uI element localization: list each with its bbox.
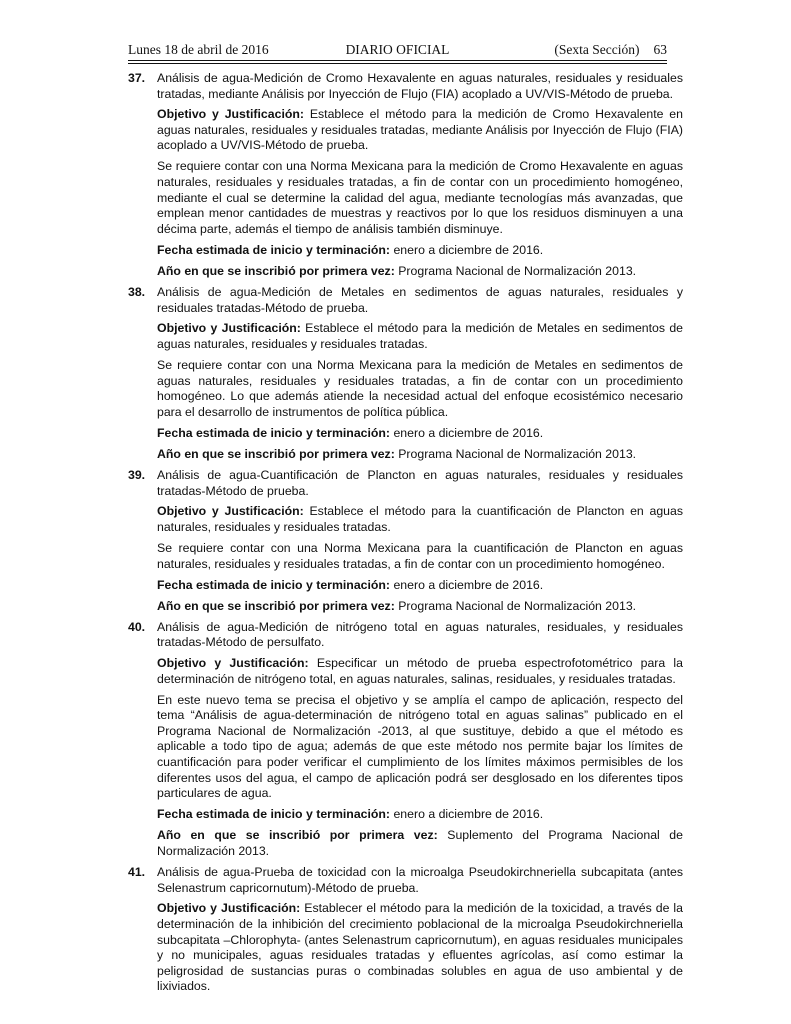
dates-label: Fecha estimada de inicio y terminación: <box>157 242 391 257</box>
objective-text: Establece el método para la medición de Metales en sedimentos de aguas naturales, residuales y residuales tratadas. <box>157 321 683 351</box>
dates-label: Fecha estimada de inicio y terminación: <box>157 577 391 592</box>
objective-label: Objetivo y Justificación: <box>157 656 309 670</box>
header-rule <box>128 63 667 64</box>
first-year-text: Suplemento del Programa Nacional de Normalización 2013. <box>157 828 683 859</box>
item-extra: Se requiere contar con una Norma Mexicana para la cuantificación de Plancton en aguas naturales, residuales y residuales tratadas, a fin de contar con un procedimiento homogéneo. <box>157 540 683 571</box>
objective-label: Objetivo y Justificación: <box>157 321 301 336</box>
first-year-label: Año en que se inscribió por primera vez: <box>157 264 395 279</box>
dates-text: enero a diciembre de 2016. <box>393 242 544 257</box>
first-year-label: Año en que se inscribió por primera vez: <box>157 446 395 461</box>
dates-label: Fecha estimada de inicio y terminación: <box>157 807 391 822</box>
item-38 <box>128 285 683 316</box>
item-dates <box>157 578 683 594</box>
objective-text: Especificar un método de prueba espectrofotométrico para la determinación de nitrógeno total, en aguas naturales, salinas, residuales, y residuales tratadas. <box>157 656 683 686</box>
objective-text: Establecer el método para la medición de la toxicidad, a través de la determinación de la inhibición del crecimiento poblacional de la microalga Pseudokirchneriella subcapitata –Chlorophyta- (antes Selenastrum capricornutum), en aguas residuales municipales y no municipales, aguas residuales tratadas y efluentes agrícolas, así como estimar la peligrosidad de sustancias puras o combinadas solubles en agua de uso ambiental y de lixiviados. <box>157 901 683 994</box>
item-first-year <box>157 828 683 859</box>
dates-label: Fecha estimada de inicio y terminación: <box>157 425 391 440</box>
item-39 <box>128 468 683 499</box>
objective-text: Establece el método para la medición de Cromo Hexavalente en aguas naturales, residuales y residuales tratadas, mediante Análisis por Inyección de Flujo (FIA) acoplado a UV/VIS-Método de prueba. <box>157 107 683 153</box>
item-extra: En este nuevo tema se precisa el objetivo y se amplía el campo de aplicación, respecto del tema “Análisis de agua-determinación de nitrógeno total en aguas salinas” publicado en el Programa Nacional de Normalización -2013, al que sustituye, debido a que el método es aplicable a todo tipo de agua; además de que este método nos permite bajar los límites de cuantificación para poder verificar el cumplimiento de los límites máximos permisibles de los diferentes usos del agua, el campo de aplicación podrá ser desglosado en los diferentes tipos particulares de agua. <box>157 692 683 801</box>
first-year-text: Programa Nacional de Normalización 2013. <box>398 264 637 279</box>
item-number: 40. <box>128 619 146 634</box>
objective-text: Establece el método para la cuantificación de Plancton en aguas naturales, residuales y residuales tratadas. <box>157 504 683 534</box>
page-header <box>128 40 667 61</box>
header-section: (Sexta Sección) <box>554 42 640 57</box>
item-title: Análisis de agua-Medición de Cromo Hexavalente en aguas naturales, residuales y residuales tratadas, mediante Análisis por Inyección de Flujo (FIA) acoplado a UV/VIS-Método de prueba. <box>157 71 683 101</box>
item-extra: Se requiere contar con una Norma Mexicana para la medición de Metales en sedimentos de aguas naturales, residuales y residuales tratadas, a fin de contar con un procedimiento homogéneo. Lo que además atiende la necesidad actual del enfoque ecosistémico necesario para el desarrollo de instrumentos de política pública. <box>157 358 683 419</box>
header-page-number: 63 <box>653 42 667 57</box>
item-objective <box>157 321 683 352</box>
item-40 <box>128 620 683 651</box>
item-first-year <box>157 599 683 615</box>
item-title: Análisis de agua-Prueba de toxicidad con la microalga Pseudokirchneriella subcapitata (antes Selenastrum capricornutum)-Método de prueba. <box>157 865 683 895</box>
dates-text: enero a diciembre de 2016. <box>393 807 544 822</box>
item-first-year <box>157 447 683 463</box>
item-number: 37. <box>128 71 146 85</box>
objective-label: Objetivo y Justificación: <box>157 504 304 519</box>
first-year-label: Año en que se inscribió por primera vez: <box>157 828 438 843</box>
first-year-label: Año en que se inscribió por primera vez: <box>157 598 395 613</box>
first-year-text: Programa Nacional de Normalización 2013. <box>398 598 637 613</box>
item-title: Análisis de agua-Medición de Metales en sedimentos de aguas naturales, residuales y residuales tratadas-Método de prueba. <box>157 285 683 315</box>
header-section-page <box>554 42 667 58</box>
item-dates <box>157 426 683 442</box>
item-objective <box>157 107 683 154</box>
item-title: Análisis de agua-Medición de nitrógeno total en aguas naturales, residuales, y residuales tratadas-Método de persulfato. <box>157 619 683 650</box>
item-number: 39. <box>128 468 146 483</box>
document-body <box>128 71 683 1000</box>
item-extra: Se requiere contar con una Norma Mexicana para la medición de Cromo Hexavalente en aguas naturales, residuales y residuales tratadas, a fin de contar con un procedimiento homogéneo, mediante el cual se determine la calidad del agua, mediante tecnologías más avanzadas, que emplean menor cantidades de muestras y reactivos por lo que los residuos disminuyen a una décima parte, además el tiempo de análisis también disminuye. <box>157 159 683 236</box>
item-number: 41. <box>128 865 146 880</box>
objective-label: Objetivo y Justificación: <box>157 901 301 916</box>
item-number: 38. <box>128 285 146 300</box>
first-year-text: Programa Nacional de Normalización 2013. <box>398 446 637 461</box>
item-dates <box>157 243 683 259</box>
item-first-year <box>157 264 683 280</box>
objective-label: Objetivo y Justificación: <box>157 107 304 122</box>
item-dates <box>157 807 683 823</box>
item-objective <box>157 656 683 687</box>
header-date: Lunes 18 de abril de 2016 <box>128 42 269 57</box>
dates-text: enero a diciembre de 2016. <box>393 425 544 440</box>
header-publication: DIARIO OFICIAL <box>345 42 450 57</box>
item-37 <box>128 71 683 102</box>
item-objective <box>157 901 683 995</box>
dates-text: enero a diciembre de 2016. <box>393 577 544 592</box>
item-objective <box>157 504 683 535</box>
item-title: Análisis de agua-Cuantificación de Plancton en aguas naturales, residuales y residuales tratadas-Método de prueba. <box>157 468 683 498</box>
item-41 <box>128 865 683 896</box>
